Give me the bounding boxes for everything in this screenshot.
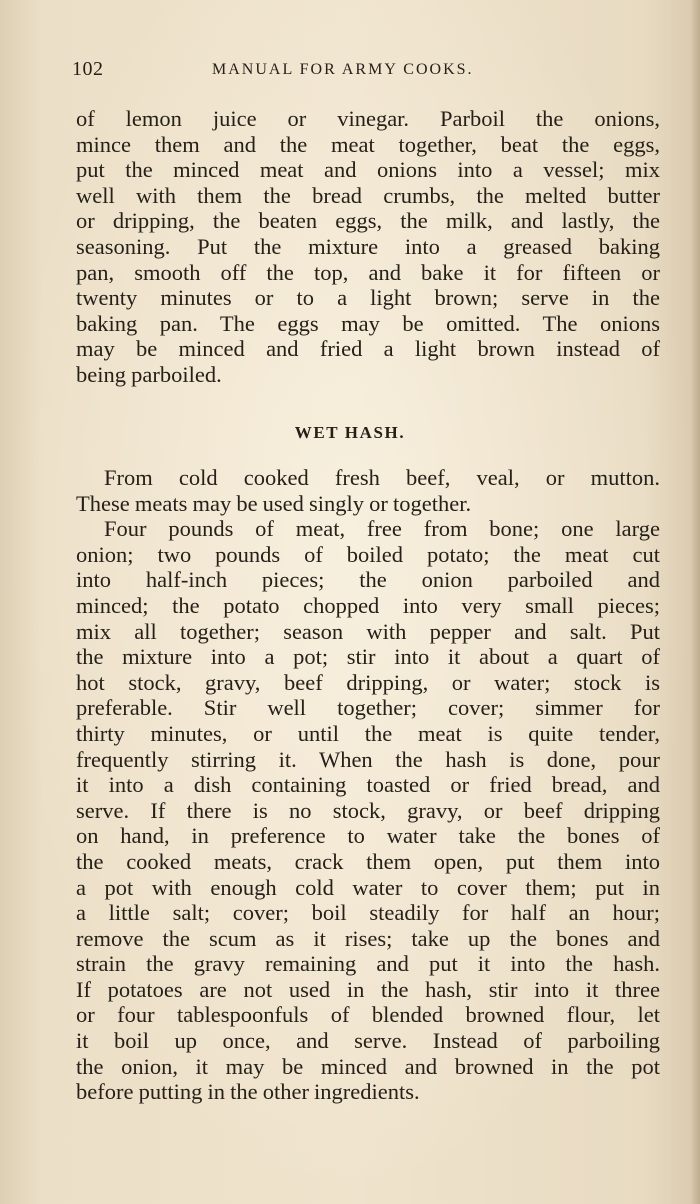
text-line: the cooked meats, crack them open, put them into [76,848,660,874]
text-line: into half-inch pieces; the onion parboiled and [76,567,660,593]
text-line: baking pan. The eggs may be omitted. The onions [76,310,660,336]
text-line: From cold cooked fresh beef, veal, or mutton. [104,465,660,490]
text-line: put the minced meat and onions into a vessel; mix [76,157,660,183]
section-heading: WET HASH. [294,423,406,442]
page-number: 102 [72,58,104,80]
text-line: minced; the potato chopped into very small pieces; [76,592,660,618]
running-head: MANUAL FOR ARMY COOKS. [212,61,474,78]
text-line: frequently stirring it. When the hash is done, pour [76,746,660,772]
text-line: or dripping, the beaten eggs, the milk, and lastly, the [76,208,660,234]
text-line: preferable. Stir well together; cover; simmer for [76,695,660,721]
text-line: serve. If there is no stock, gravy, or beef dripping [76,797,660,823]
text-line: being parboiled. [76,361,222,387]
text-line: thirty minutes, or until the meat is quite tender, [76,720,660,746]
text-line: Four pounds of meat, free from bone; one large [104,516,660,542]
text-line: or four tablespoonfuls of blended browned flour, let [76,1002,660,1028]
page-edge-shadow [690,0,700,1204]
text-line: If potatoes are not used in the hash, stir into it three [76,976,660,1002]
text-line: mix all together; season with pepper and salt. Put [76,618,660,644]
section-body [76,465,660,1105]
text-line: twenty minutes or to a light brown; serve in the [76,285,660,311]
text-line: of lemon juice or vinegar. Parboil the onions, [76,106,660,131]
continued-paragraph [76,106,660,388]
text-line: seasoning. Put the mixture into a greased baking [76,233,660,259]
text-line: a little salt; cover; boil steadily for half an hour; [76,900,660,926]
text-line: the onion, it may be minced and browned in the pot [76,1053,660,1079]
text-line: it boil up once, and serve. Instead of parboiling [76,1028,660,1054]
text-line: well with them the bread crumbs, the melted butter [76,182,660,208]
text-line: pan, smooth off the top, and bake it for fifteen or [76,259,660,285]
text-line: it into a dish containing toasted or fried bread, and [76,772,660,798]
text-line: hot stock, gravy, beef dripping, or water; stock is [76,669,660,695]
text-line: remove the scum as it rises; take up the bones and [76,925,660,951]
text-line: onion; two pounds of boiled potato; the meat cut [76,541,660,567]
text-line: on hand, in preference to water take the bones of [76,823,660,849]
paragraph-recipe [76,516,660,1105]
paragraph-intro [76,465,660,516]
text-line: the mixture into a pot; stir into it about a quart of [76,644,660,670]
text-line: strain the gravy remaining and put it into the hash. [76,951,660,977]
text-line: may be minced and fried a light brown instead of [76,336,660,362]
page-header [72,58,632,84]
text-line: These meats may be used singly or together. [76,490,472,516]
text-line: mince them and the meat together, beat the eggs, [76,131,660,157]
text-line: before putting in the other ingredients. [76,1079,420,1105]
text-line: a pot with enough cold water to cover them; put in [76,874,660,900]
